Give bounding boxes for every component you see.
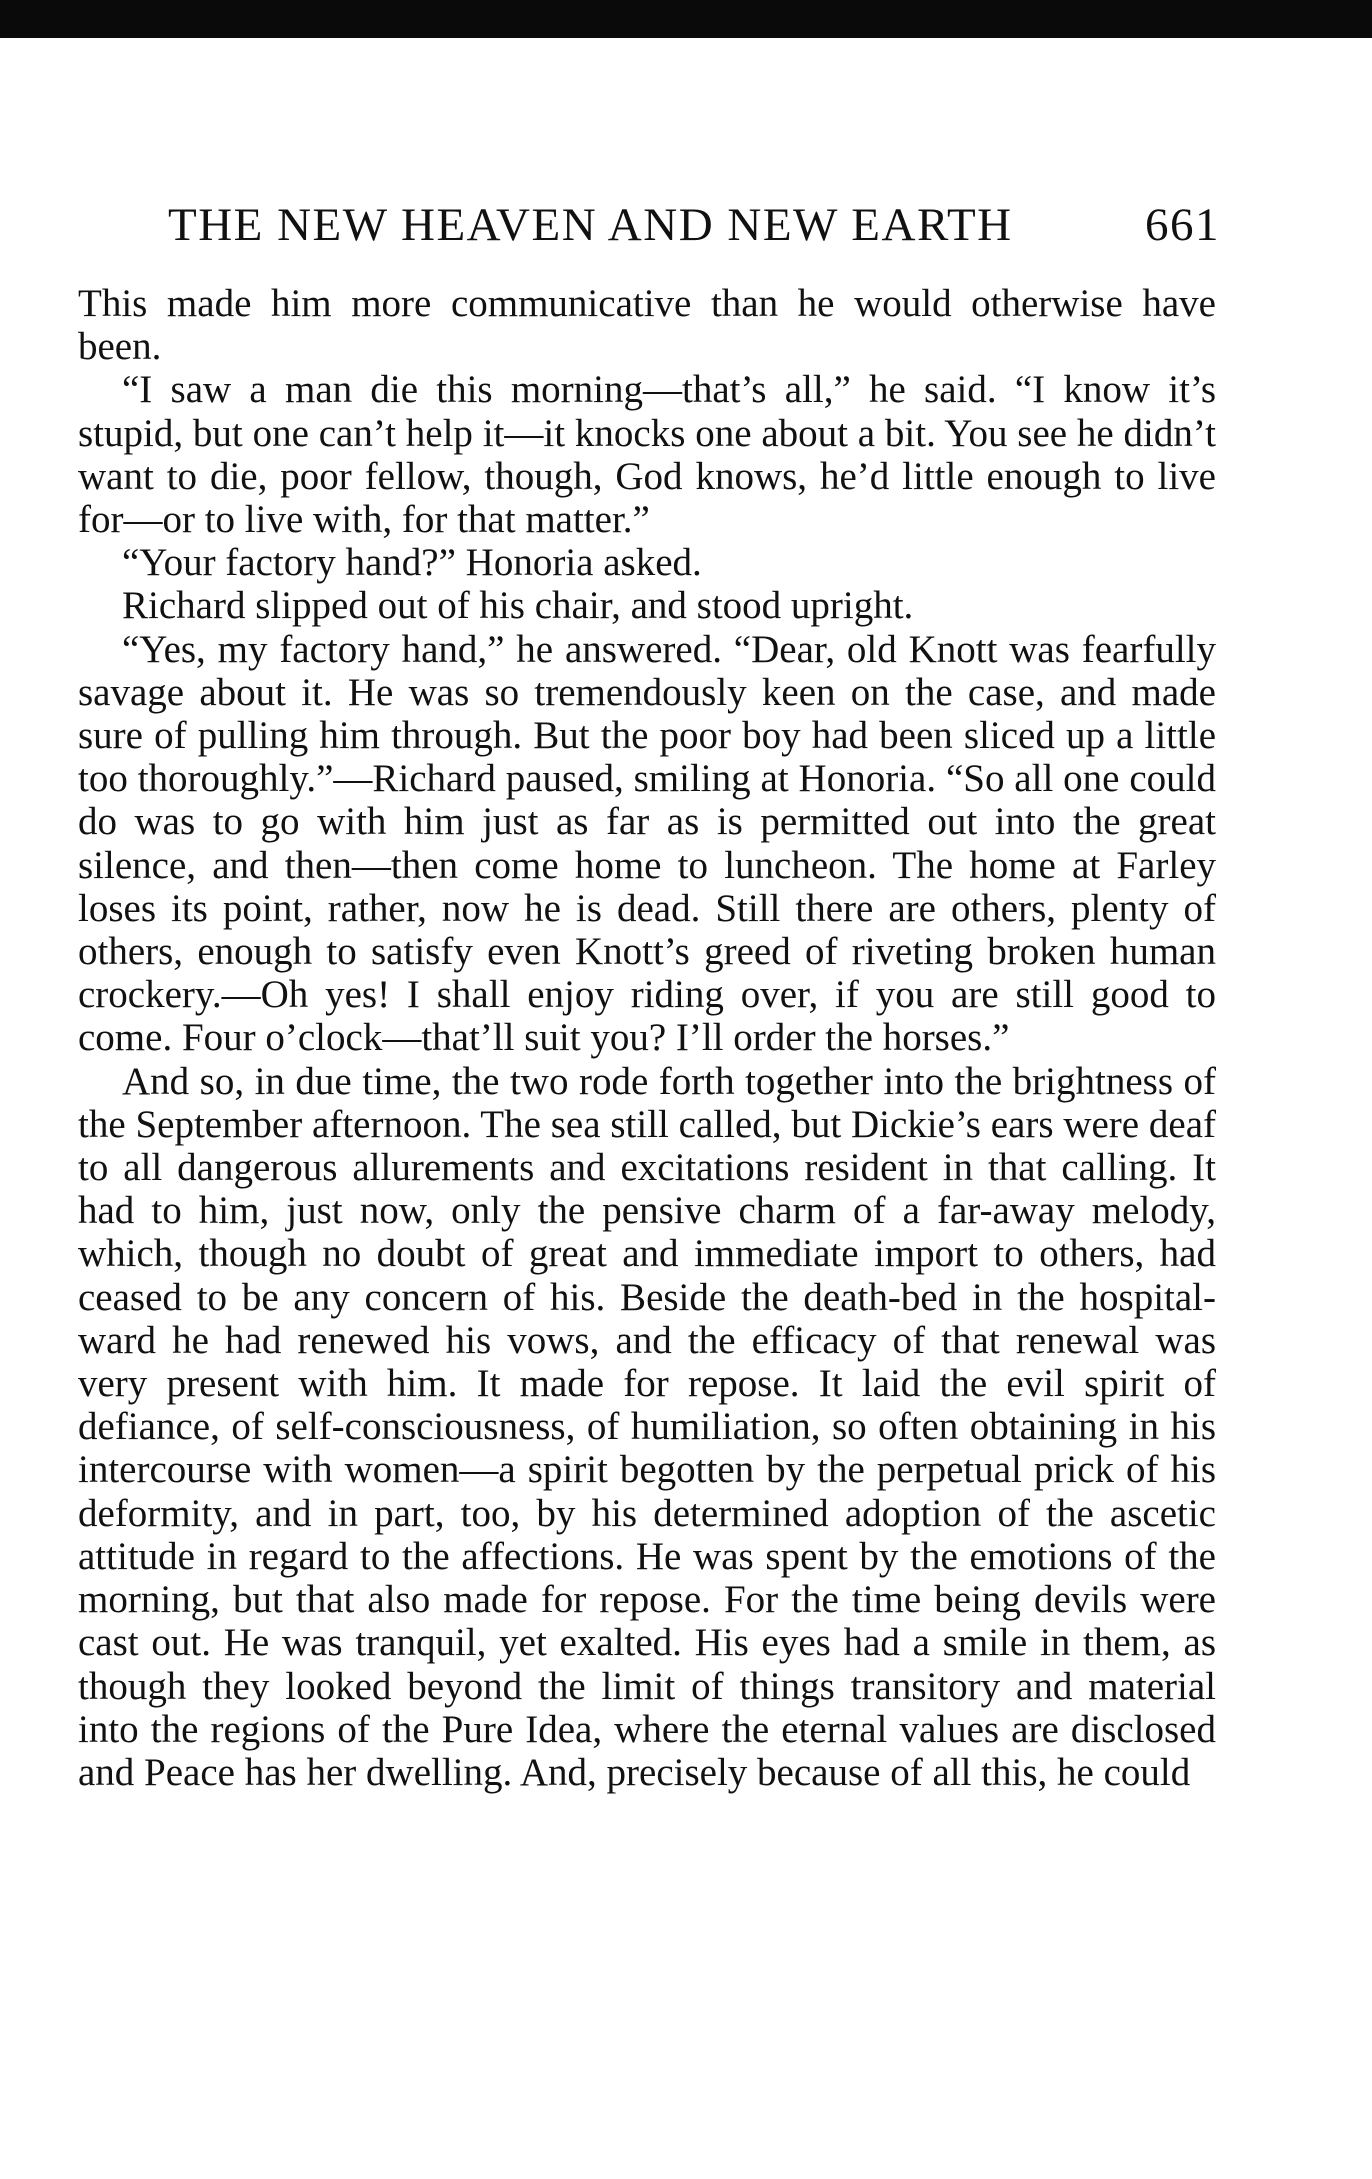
page-number: 661 [1145, 199, 1220, 251]
book-page [78, 190, 1220, 1794]
scan-top-border [0, 0, 1372, 38]
body-text [78, 282, 1216, 1794]
paragraph-5: “Yes, my factory hand,” he answered. “Dear, old Knott was fearfully savage about it. He was so tremendously keen on the case, and made sure of pulling him through. But the poor boy had been sliced up a little too thoroughly.”—Richard paused, smiling at Honoria. “So all one could do was to go with him just as far as is permitted out into the great silence, and then—then come home to luncheon. The home at Farley loses its point, rather, now he is dead. Still there are others, plenty of others, enough to satisfy even Knott’s greed of riveting broken human crockery.—Oh yes! I shall enjoy riding over, if you are still good to come. Four o’clock—that’ll suit you? I’ll order the horses.” [78, 627, 1216, 1060]
paragraph-2: “I saw a man die this morning—that’s all,” he said. “I know it’s stupid, but one can’t help it—it knocks one about a bit. You see he didn’t want to die, poor fellow, though, God knows, he’d little enough to live for—or to live with, for that matter.” [78, 368, 1216, 542]
paragraph-3: “Your factory hand?” Honoria asked. [122, 541, 702, 585]
paragraph-1: This made him more communicative than he would otherwise have been. [78, 282, 1216, 369]
running-title: THE NEW HEAVEN AND NEW EARTH [168, 199, 1013, 251]
running-head [78, 190, 1220, 260]
paragraph-6: And so, in due time, the two rode forth together into the brightness of the September afternoon. The sea still called, but Dickie’s ears were deaf to all dangerous allurements and excitations resident in that calling. It had to him, just now, only the pensive charm of a far-away melody, which, though no doubt of great and immediate import to others, had ceased to be any concern of his. Beside the death-bed in the hospital-ward he had renewed his vows, and the efficacy of that renewal was very present with him. It made for repose. It laid the evil spirit of defiance, of self-consciousness, of humiliation, so often obtaining in his intercourse with women—a spirit begotten by the perpetual prick of his deformity, and in part, too, by his determined adoption of the ascetic attitude in regard to the affections. He was spent by the emotions of the morning, but that also made for repose. For the time being devils were cast out. He was tranquil, yet exalted. His eyes had a smile in them, as though they looked beyond the limit of things transitory and material into the regions of the Pure Idea, where the eternal values are disclosed and Peace has her dwelling. And, precisely because of all this, he could [78, 1059, 1216, 1794]
paragraph-4: Richard slipped out of his chair, and stood upright. [122, 584, 914, 628]
